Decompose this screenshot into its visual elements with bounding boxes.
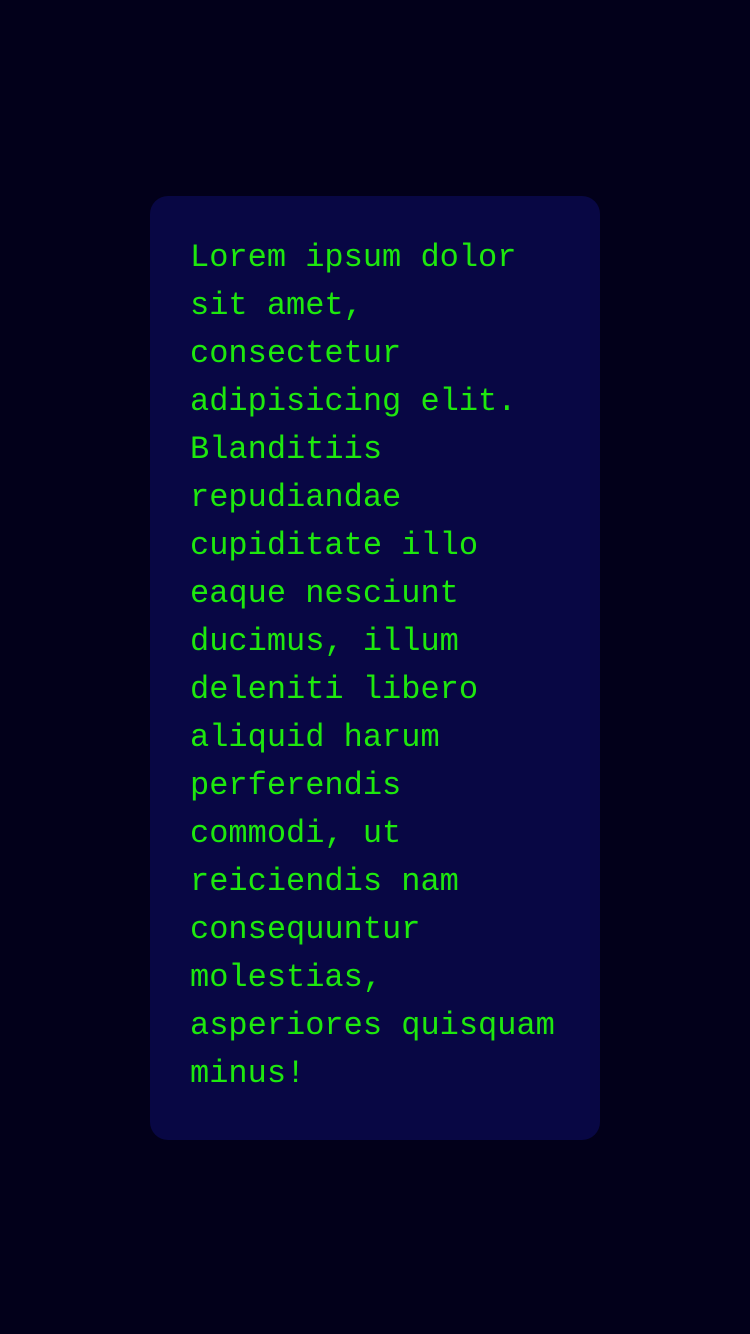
text-card: [150, 196, 600, 1140]
paragraph-line: deleniti libero: [190, 671, 479, 708]
paragraph-line: repudiandae: [190, 479, 402, 516]
card-paragraph: [190, 234, 560, 1098]
paragraph-line: minus!: [190, 1055, 306, 1092]
paragraph-line: Lorem ipsum dolor: [190, 239, 517, 276]
paragraph-line: consequuntur: [190, 911, 421, 948]
paragraph-line: reiciendis nam: [190, 863, 459, 900]
paragraph-line: cupiditate illo: [190, 527, 479, 564]
paragraph-line: commodi, ut: [190, 815, 402, 852]
paragraph-line: perferendis: [190, 767, 402, 804]
paragraph-line: aliquid harum: [190, 719, 440, 756]
paragraph-line: eaque nesciunt: [190, 575, 459, 612]
paragraph-line: asperiores quisquam: [190, 1007, 555, 1044]
paragraph-line: Blanditiis: [190, 431, 383, 468]
paragraph-line: adipisicing elit.: [190, 383, 517, 420]
paragraph-line: sit amet,: [190, 287, 363, 324]
paragraph-line: ducimus, illum: [190, 623, 459, 660]
paragraph-line: molestias,: [190, 959, 383, 996]
paragraph-line: consectetur: [190, 335, 402, 372]
